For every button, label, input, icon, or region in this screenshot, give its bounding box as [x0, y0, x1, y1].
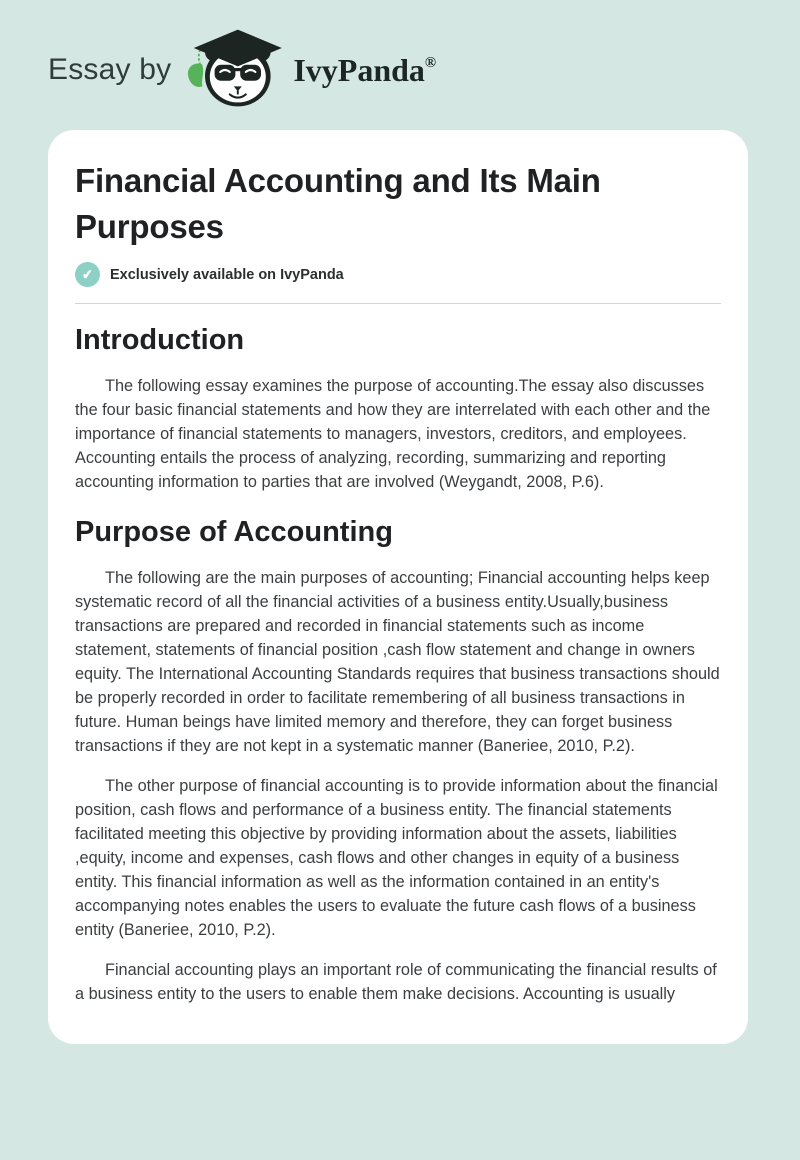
registered-mark: ® [424, 54, 437, 71]
section-heading-purpose: Purpose of Accounting [75, 516, 393, 549]
divider [75, 303, 721, 304]
section-heading-introduction: Introduction [75, 324, 245, 357]
essay-title: Financial Accounting and Its Main Purposes [75, 162, 601, 246]
paragraph-purpose-3: Financial accounting plays an important role of communicating the financial results of a business entity to the users to enable them make decisions. Accounting is usually [75, 961, 717, 1004]
panda-graduate-icon [181, 28, 285, 112]
essay-by-label: Essay by [48, 53, 172, 86]
availability-text: Exclusively available on IvyPanda [110, 266, 344, 283]
ivypanda-logo[interactable] [181, 28, 436, 112]
paragraph-purpose-1: The following are the main purposes of accounting; Financial accounting helps keep systematic record of all the financial activities of a business entity.Usually,business transactions are prepared and recorded in financial statements such as income statement, statements of financial position ,cash flow statement and change in owners equity. The International Accounting Standards requires that business transactions should be properly recorded in order to facilitate remembering of all business transactions in future. Human beings have limited memory and therefore, they can forget business transactions if they are not kept in a systematic manner (Baneriee, 2010, P.2). [75, 569, 720, 756]
paragraph-intro-1: The following essay examines the purpose of accounting.The essay also discusses the four basic financial statements and how they are interrelated with each other and the importance of financial statements to managers, investors, creditors, and employees. Accounting entails the process of analyzing, recording, summarizing and reporting accounting information to parties that are involved (Weygandt, 2008, P.6). [75, 377, 711, 492]
essay-card [48, 130, 748, 1044]
brand-name: IvyPanda® [293, 51, 437, 88]
check-icon: ✔ [74, 261, 101, 288]
availability-badge [75, 262, 721, 287]
paragraph-purpose-2: The other purpose of financial accounting is to provide information about the financial position, cash flows and performance of a business entity. The financial statements facilitated meeting this objective by providing information about the assets, liabilities ,equity, income and expenses, cash flows and other changes in equity of a business entity. This financial information as well as the information contained in an entity's accompanying notes enables the users to evaluate the future cash flows of a business entity (Baneriee, 2010, P.2). [75, 777, 718, 940]
page-header [48, 28, 800, 112]
